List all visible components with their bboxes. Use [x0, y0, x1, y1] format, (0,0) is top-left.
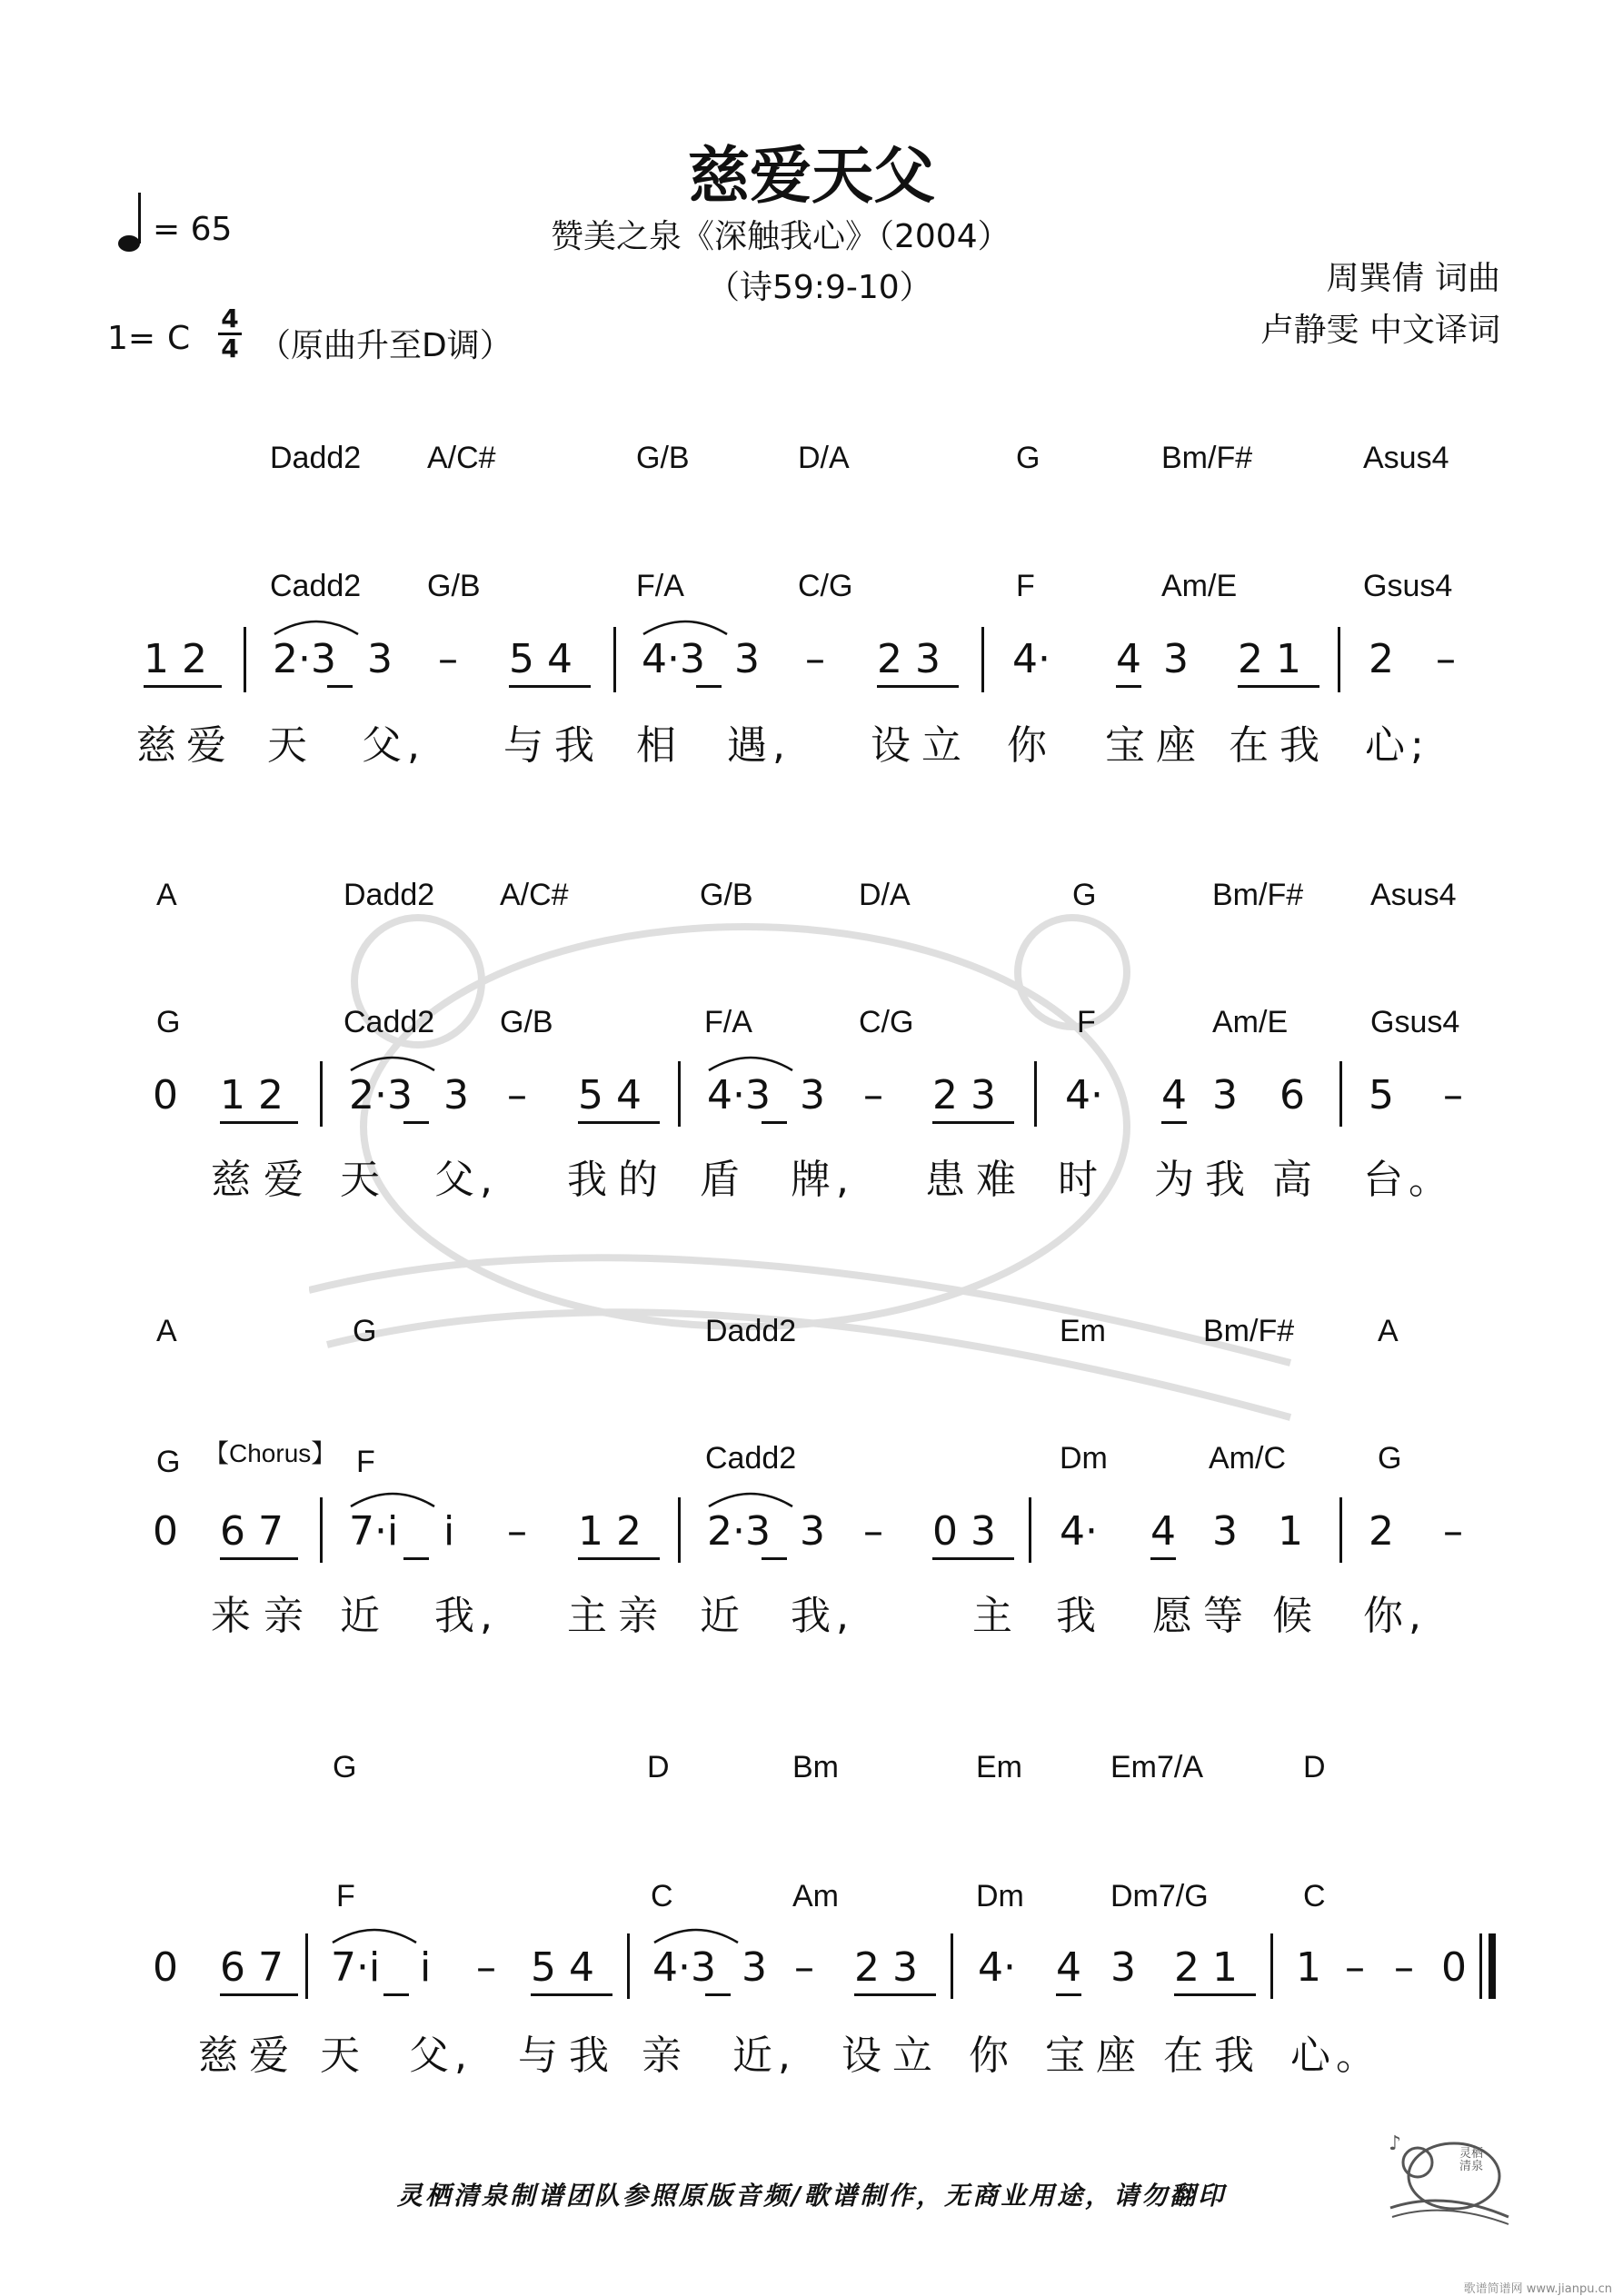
- underline: [1161, 1121, 1187, 1124]
- note: 3: [367, 636, 393, 682]
- tie-slur: [651, 1923, 742, 1946]
- lyric: 父,: [409, 2033, 473, 2079]
- lyric: 台。: [1363, 1157, 1454, 1203]
- lyric: 心。: [1290, 2033, 1381, 2079]
- lyric: 近: [700, 1593, 745, 1639]
- lyric: 来: [211, 1593, 256, 1639]
- lyric: 近: [340, 1593, 385, 1639]
- lyric: 亲: [642, 2033, 687, 2079]
- tie-slur: [705, 1486, 796, 1510]
- note: 3: [1212, 1072, 1238, 1118]
- lyric: 宝: [1105, 722, 1150, 769]
- note: 3: [1212, 1508, 1238, 1555]
- song-title: 慈爱天父: [687, 141, 935, 213]
- note: 6: [1279, 1072, 1305, 1118]
- note: 2: [1369, 636, 1394, 682]
- underline: [854, 1993, 936, 1996]
- note: 0: [153, 1944, 178, 1991]
- note: 4: [1056, 1944, 1081, 1991]
- lyric: 天: [320, 2033, 365, 2079]
- lyric: 慈: [198, 2033, 244, 2079]
- note: i: [443, 1508, 455, 1555]
- note: 2 3: [932, 1072, 996, 1118]
- note: 5: [1369, 1072, 1394, 1118]
- note: –: [863, 1508, 883, 1555]
- note: –: [863, 1072, 883, 1118]
- underline: [578, 1121, 660, 1124]
- chord: G: [353, 1314, 377, 1348]
- note: 0 3: [932, 1508, 996, 1555]
- lyric: 立: [921, 722, 967, 769]
- lyric: 盾: [700, 1157, 745, 1203]
- note: 6 7: [220, 1508, 284, 1555]
- lyric: 爱: [264, 1157, 309, 1203]
- underline: [1174, 1993, 1256, 1996]
- underline: [1150, 1557, 1176, 1560]
- note: 1: [1296, 1944, 1321, 1991]
- tie-slur: [640, 614, 731, 638]
- chord: Em: [1060, 1314, 1106, 1348]
- chord: F: [1016, 569, 1035, 603]
- underline: [531, 1993, 612, 1996]
- chord: A/C#: [427, 441, 496, 475]
- chord: Em7/A: [1110, 1750, 1204, 1784]
- key-prefix: 1=: [107, 320, 156, 357]
- time-signature: 4 4: [218, 305, 242, 363]
- lyric: 亲: [264, 1593, 309, 1639]
- site-watermark: 歌谱简谱网 www.jianpu.cn: [1463, 2282, 1612, 2296]
- note: 3: [734, 636, 760, 682]
- barline: [1339, 1497, 1342, 1563]
- chord: A: [156, 1314, 177, 1348]
- lyric: 等: [1203, 1593, 1249, 1639]
- lyric: 我: [1205, 1157, 1250, 1203]
- note: 1 2: [578, 1508, 642, 1555]
- lyric: 候: [1272, 1593, 1318, 1639]
- barline: [320, 1497, 323, 1563]
- note: 4·: [1012, 636, 1050, 682]
- lyric: 父,: [434, 1157, 498, 1203]
- chord: Asus4: [1363, 441, 1449, 475]
- chord: Em: [976, 1750, 1022, 1784]
- chord: G: [333, 1750, 357, 1784]
- barline: [627, 1933, 630, 1999]
- chord: Dadd2: [705, 1314, 797, 1348]
- barline: [1270, 1933, 1273, 1999]
- note: 3: [800, 1508, 825, 1555]
- note: 4·3: [642, 636, 705, 682]
- note: 5 4: [509, 636, 573, 682]
- chord: A: [156, 878, 177, 912]
- underline: [705, 1993, 731, 1996]
- note: –: [476, 1944, 496, 1991]
- underline: [762, 1557, 787, 1560]
- chord: Dadd2: [270, 441, 362, 475]
- note: 4: [1150, 1508, 1176, 1555]
- chord: Am/C: [1209, 1441, 1286, 1476]
- chord: Bm/F#: [1203, 1314, 1295, 1348]
- lyric: 设: [871, 722, 916, 769]
- underline: [932, 1557, 1014, 1560]
- underline: [696, 685, 722, 688]
- note: –: [1436, 636, 1456, 682]
- tempo-marking: = 65: [153, 211, 233, 248]
- chord: D/A: [859, 878, 911, 912]
- note: –: [805, 636, 825, 682]
- tie-slur: [705, 1050, 796, 1074]
- lyric: 愿: [1152, 1593, 1198, 1639]
- lyric: 慈: [136, 722, 182, 769]
- final-barline: [1479, 1933, 1482, 1999]
- sheep-logo-icon: [1381, 2126, 1518, 2226]
- key-signature: C: [167, 320, 191, 357]
- chord: Dm: [1060, 1441, 1108, 1476]
- lyric: 与: [518, 2033, 563, 2079]
- note: –: [1443, 1508, 1463, 1555]
- underline: [578, 1557, 660, 1560]
- lyric: 我: [569, 2033, 614, 2079]
- lyric: 立: [892, 2033, 938, 2079]
- underline: [144, 685, 222, 688]
- lyric: 宝: [1045, 2033, 1090, 2079]
- lyric: 你: [969, 2033, 1014, 2079]
- note: 5 4: [578, 1072, 642, 1118]
- lyric: 与: [503, 722, 549, 769]
- barline: [244, 627, 246, 692]
- barline: [981, 627, 984, 692]
- lyric: 在: [1163, 2033, 1209, 2079]
- lyric: 心;: [1365, 722, 1429, 769]
- chord: Am/E: [1212, 1005, 1289, 1039]
- note: 4·: [1060, 1508, 1098, 1555]
- lyric: 我,: [434, 1593, 498, 1639]
- lyric: 在: [1229, 722, 1274, 769]
- lyric: 我: [554, 722, 600, 769]
- underline: [509, 685, 591, 688]
- note: 4: [1116, 636, 1141, 682]
- barline: [1034, 1061, 1037, 1127]
- chord: F/A: [636, 569, 684, 603]
- svg-text:♪: ♪: [1389, 2132, 1402, 2155]
- underline: [220, 1993, 298, 1996]
- tie-slur: [347, 1050, 438, 1074]
- note: –: [438, 636, 458, 682]
- lyric: 亲: [618, 1593, 663, 1639]
- lyric: 患: [925, 1157, 971, 1203]
- lyric: 你,: [1363, 1593, 1427, 1639]
- barline: [951, 1933, 953, 1999]
- final-barline-thick: [1489, 1933, 1496, 1999]
- chord: Bm/F#: [1212, 878, 1304, 912]
- chord: Asus4: [1370, 878, 1457, 912]
- note: 0: [153, 1508, 178, 1555]
- barline: [1338, 627, 1340, 692]
- lyric: 爱: [186, 722, 232, 769]
- chord: G: [156, 1005, 181, 1039]
- chord: D: [1303, 1750, 1326, 1784]
- note: 3: [443, 1072, 469, 1118]
- chord: Cadd2: [344, 1005, 435, 1039]
- chord: F: [336, 1879, 355, 1913]
- chord: G/B: [427, 569, 481, 603]
- note: 0: [1441, 1944, 1467, 1991]
- tie-slur: [329, 1923, 420, 1946]
- scripture-ref: （诗59:9-10）: [707, 269, 932, 306]
- note: 2 1: [1238, 636, 1301, 682]
- note: 2·3: [349, 1072, 413, 1118]
- barline: [678, 1061, 681, 1127]
- lyric: 座: [1156, 722, 1201, 769]
- lyric: 慈: [211, 1157, 256, 1203]
- note: 6 7: [220, 1944, 284, 1991]
- note: 1: [1278, 1508, 1303, 1555]
- lyric: 遇,: [727, 722, 791, 769]
- lyric: 天: [267, 722, 313, 769]
- lyric: 近,: [732, 2033, 796, 2079]
- note: –: [1394, 1944, 1414, 1991]
- note: 2·3: [707, 1508, 771, 1555]
- note: 0: [153, 1072, 178, 1118]
- note: 4·: [978, 1944, 1016, 1991]
- chord: Bm: [792, 1750, 839, 1784]
- underline: [383, 1993, 409, 1996]
- lyric: 爱: [249, 2033, 294, 2079]
- underline: [932, 1121, 1014, 1124]
- chord: Cadd2: [270, 569, 362, 603]
- underline: [220, 1121, 298, 1124]
- note: 4·3: [652, 1944, 716, 1991]
- underline: [877, 685, 959, 688]
- note: 2 1: [1174, 1944, 1238, 1991]
- note: –: [507, 1072, 527, 1118]
- barline: [1029, 1497, 1031, 1563]
- chord: Cadd2: [705, 1441, 797, 1476]
- note: 5 4: [531, 1944, 594, 1991]
- lyric: 相: [636, 722, 682, 769]
- chord: G/B: [500, 1005, 553, 1039]
- chord: D: [647, 1750, 670, 1784]
- underline: [1116, 685, 1141, 688]
- logo-text: 灵栖清泉: [1459, 2147, 1484, 2173]
- lyric: 我: [1279, 722, 1325, 769]
- chord: Am/E: [1161, 569, 1238, 603]
- note: 4·: [1065, 1072, 1103, 1118]
- lyric: 难: [976, 1157, 1021, 1203]
- note: 1 2: [144, 636, 207, 682]
- lyric: 我: [567, 1157, 612, 1203]
- note: 4: [1161, 1072, 1187, 1118]
- note: –: [794, 1944, 814, 1991]
- note: 7·i: [349, 1508, 399, 1555]
- chord: C/G: [798, 569, 853, 603]
- note: 1 2: [220, 1072, 284, 1118]
- note: 3: [1163, 636, 1189, 682]
- chord: F: [1077, 1005, 1096, 1039]
- tie-slur: [271, 614, 362, 638]
- chord: G/B: [700, 878, 753, 912]
- lyric: 父,: [362, 722, 425, 769]
- logo: [1381, 2126, 1518, 2226]
- translator-credit: 卢静雯 中文译词: [1260, 312, 1500, 349]
- underline: [403, 1121, 429, 1124]
- lyric: 主: [567, 1593, 612, 1639]
- chord: D/A: [798, 441, 850, 475]
- chord: C/G: [859, 1005, 914, 1039]
- barline: [320, 1061, 323, 1127]
- chord: G: [1378, 1441, 1402, 1476]
- lyric: 的: [618, 1157, 663, 1203]
- note: 3: [800, 1072, 825, 1118]
- lyric: 我: [1214, 2033, 1260, 2079]
- quarter-note-icon: [118, 193, 147, 256]
- chorus-label: 【Chorus】: [204, 1439, 337, 1467]
- underline: [403, 1557, 429, 1560]
- note: 4·3: [707, 1072, 771, 1118]
- note: 2 3: [854, 1944, 918, 1991]
- barline: [1339, 1061, 1342, 1127]
- chord: Bm/F#: [1161, 441, 1253, 475]
- chord: G/B: [636, 441, 690, 475]
- chord: G: [1016, 441, 1041, 475]
- chord: Dm: [976, 1879, 1024, 1913]
- chord: Gsus4: [1370, 1005, 1460, 1039]
- footer-notice: 灵栖清泉制谱团队参照原版音频/歌谱制作，无商业用途，请勿翻印: [396, 2181, 1227, 2211]
- note: –: [1345, 1944, 1365, 1991]
- note: 3: [742, 1944, 767, 1991]
- chord: F/A: [704, 1005, 752, 1039]
- lyric: 牌,: [791, 1157, 854, 1203]
- lyric: 你: [1007, 722, 1052, 769]
- lyric: 天: [340, 1157, 385, 1203]
- chord: Am: [792, 1879, 839, 1913]
- note: i: [420, 1944, 432, 1991]
- chord: Dm7/G: [1110, 1879, 1209, 1913]
- lyric: 我: [1056, 1593, 1101, 1639]
- album-info: 赞美之泉《深触我心》（2004）: [551, 218, 1011, 255]
- underline: [762, 1121, 787, 1124]
- chord: C: [1303, 1879, 1326, 1913]
- lyric: 高: [1272, 1157, 1318, 1203]
- note: –: [507, 1508, 527, 1555]
- tie-slur: [347, 1486, 438, 1510]
- note: 3: [1110, 1944, 1136, 1991]
- chord: C: [651, 1879, 673, 1913]
- lyric: 主: [972, 1593, 1018, 1639]
- underline: [220, 1557, 298, 1560]
- underline: [1056, 1993, 1081, 1996]
- lyric: 座: [1096, 2033, 1141, 2079]
- composer-credit: 周巽倩 词曲: [1326, 260, 1500, 297]
- chord: Dadd2: [344, 878, 435, 912]
- underline: [327, 685, 353, 688]
- lyric: 设: [841, 2033, 887, 2079]
- chord: Gsus4: [1363, 569, 1453, 603]
- lyric: 时: [1058, 1157, 1103, 1203]
- chord: A: [1378, 1314, 1399, 1348]
- chord: G: [156, 1445, 181, 1479]
- underline: [1238, 685, 1319, 688]
- barline: [613, 627, 616, 692]
- chord: F: [356, 1445, 375, 1479]
- chord: G: [1072, 878, 1097, 912]
- note: 2 3: [877, 636, 941, 682]
- barline: [305, 1933, 308, 1999]
- lyric: 为: [1154, 1157, 1200, 1203]
- key-note: （原曲升至D调）: [258, 327, 513, 364]
- barline: [678, 1497, 681, 1563]
- note: 2·3: [273, 636, 336, 682]
- note: 2: [1369, 1508, 1394, 1555]
- chord: A/C#: [500, 878, 569, 912]
- lyric: 我,: [791, 1593, 854, 1639]
- note: –: [1443, 1072, 1463, 1118]
- note: 7·i: [331, 1944, 381, 1991]
